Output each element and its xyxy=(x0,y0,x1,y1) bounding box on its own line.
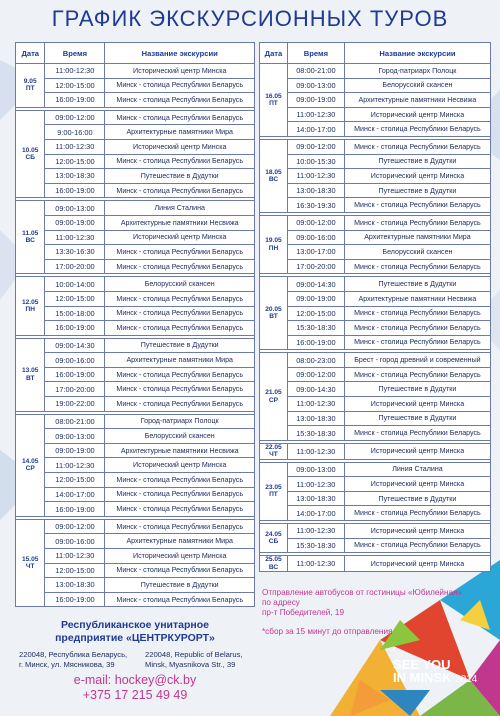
time-cell: 09:00-16:00 xyxy=(45,534,105,549)
date-cell xyxy=(260,139,288,212)
date-cell xyxy=(260,556,288,572)
excursion-name-cell: Минск - столица Республики Беларусь xyxy=(344,215,490,230)
time-cell: 09:00-14:30 xyxy=(287,382,344,397)
excursion-name-cell: Минск - столица Республики Беларусь xyxy=(105,78,255,93)
table-row xyxy=(16,578,255,593)
time-cell: 12:00-15:00 xyxy=(45,154,105,169)
excursion-name-cell: Город-патриарх Полоцк xyxy=(105,414,255,429)
date-value: 23.05 xyxy=(265,483,282,491)
date-value: 10.05 xyxy=(21,146,39,154)
weekday-value: ПН xyxy=(268,244,279,252)
excursion-name-cell: Путешествие в Дудутки xyxy=(344,382,490,397)
excursion-name-cell: Линия Сталина xyxy=(105,201,255,216)
table-row xyxy=(16,473,255,488)
time-cell: 11:00-12:30 xyxy=(45,139,105,154)
excursion-name-cell: Минск - столица Республики Беларусь xyxy=(344,122,490,137)
excursion-name-cell: Минск - столица Республики Беларусь xyxy=(344,259,490,274)
table-row xyxy=(260,183,491,198)
date-cell xyxy=(16,519,45,607)
time-cell: 17:00-20:00 xyxy=(287,259,344,274)
header-date: Дата xyxy=(16,43,45,64)
excursion-name-cell: Минск - столица Республики Беларусь xyxy=(105,367,255,382)
date-value: 21.05 xyxy=(265,389,282,397)
time-cell: 08:00-21:00 xyxy=(45,414,105,429)
table-row xyxy=(260,198,491,213)
date-value: 13.05 xyxy=(21,367,39,375)
table-row xyxy=(260,443,491,459)
brand-line2 xyxy=(393,671,477,686)
excursion-name-cell: Минск - столица Республики Беларусь xyxy=(105,321,255,336)
excursion-name-cell: Исторический центр Минска xyxy=(344,477,490,492)
time-cell: 16:00-19:00 xyxy=(45,183,105,198)
table-row xyxy=(260,538,491,553)
excursion-name-cell: Путешествие в Дудутки xyxy=(105,338,255,353)
weekday-value: ЧТ xyxy=(25,563,35,571)
table-row xyxy=(16,291,255,306)
table-row xyxy=(16,502,255,517)
time-cell: 11:00-12:30 xyxy=(287,107,344,122)
departure-note-line2: по адресу xyxy=(262,598,300,607)
table-row xyxy=(260,277,491,292)
time-cell: 17:00-20:00 xyxy=(45,382,105,397)
date-value: 22.05 xyxy=(265,443,282,451)
table-row xyxy=(16,534,255,549)
table-row xyxy=(260,462,491,477)
excursion-name-cell: Минск - столица Республики Беларусь xyxy=(105,110,255,125)
excursion-name-cell: Исторический центр Минска xyxy=(344,443,490,459)
brand-logo xyxy=(393,658,477,686)
excursion-name-cell: Белорусский скансен xyxy=(105,429,255,444)
brand-line1: SEE YOU xyxy=(393,657,451,672)
table-row xyxy=(260,321,491,336)
table-row xyxy=(260,259,491,274)
date-value: 15.05 xyxy=(21,555,39,563)
time-cell: 11:00-12:30 xyxy=(45,549,105,564)
excursion-name-cell: Архитектурные памятники Несвижа xyxy=(105,215,255,230)
weekday-value: ВС xyxy=(268,563,279,571)
weekday-value: СР xyxy=(268,396,279,404)
time-cell: 09:00-19:00 xyxy=(45,443,105,458)
time-cell: 16:30-19:30 xyxy=(287,198,344,213)
date-cell xyxy=(16,201,45,274)
table-row xyxy=(16,321,255,336)
time-cell: 11:00-12:30 xyxy=(287,397,344,412)
gather-note: *сбор за 15 минут до отправления xyxy=(262,627,393,636)
time-cell: 09:00-16:00 xyxy=(287,230,344,245)
excursion-name-cell: Исторический центр Минска xyxy=(344,169,490,184)
excursion-name-cell: Путешествие в Дудутки xyxy=(344,411,490,426)
email-link[interactable]: e-mail: hockey@ck.by xyxy=(73,673,197,687)
excursion-name-cell: Минск - столица Республики Беларусь xyxy=(344,306,490,321)
time-cell: 15:30-18:30 xyxy=(287,321,344,336)
date-value: 14.05 xyxy=(21,457,39,465)
time-cell: 09:00-19:00 xyxy=(45,215,105,230)
excursion-name-cell: Исторический центр Минска xyxy=(105,139,255,154)
departure-note-line3: пр-т Победителей, 19 xyxy=(262,608,344,617)
time-cell: 09:00-13:00 xyxy=(287,462,344,477)
time-cell: 09:00-16:00 xyxy=(45,353,105,368)
time-cell: 09:00-12:00 xyxy=(45,519,105,534)
table-row xyxy=(260,245,491,260)
excursion-name-cell: Архитектурные памятники Мира xyxy=(344,230,490,245)
excursion-name-cell: Минск - столица Республики Беларусь xyxy=(105,397,255,412)
time-cell: 13:00-18:30 xyxy=(287,411,344,426)
excursion-name-cell: Минск - столица Республики Беларусь xyxy=(105,291,255,306)
address-en-line1: 220048, Republic of Belarus, xyxy=(145,650,243,659)
time-cell: 11:00-12:30 xyxy=(45,458,105,473)
time-cell: 09:00-12:00 xyxy=(287,367,344,382)
excursion-name-cell: Минск - столица Республики Беларусь xyxy=(344,335,490,350)
address-ru-line1: 220048, Республика Беларусь, xyxy=(19,650,128,659)
excursion-name-cell: Путешествие в Дудутки xyxy=(105,578,255,593)
excursion-name-cell: Архитектурные памятники Несвижа xyxy=(105,443,255,458)
time-cell: 11:00-12:30 xyxy=(287,477,344,492)
weekday-value: СР xyxy=(25,465,35,473)
table-row xyxy=(16,367,255,382)
excursion-name-cell: Исторический центр Минска xyxy=(344,556,490,572)
table-row xyxy=(260,291,491,306)
table-row xyxy=(16,230,255,245)
table-row xyxy=(16,549,255,564)
time-cell: 15:00-18:00 xyxy=(45,306,105,321)
address-en-line2: Minsk, Myasnikova Str., 39 xyxy=(145,660,236,669)
table-row xyxy=(16,201,255,216)
table-row xyxy=(16,592,255,607)
excursion-name-cell: Минск - столица Республики Беларусь xyxy=(105,259,255,274)
date-cell xyxy=(260,443,288,459)
table-row xyxy=(260,230,491,245)
date-cell xyxy=(260,524,288,553)
excursion-name-cell: Минск - столица Республики Беларусь xyxy=(105,245,255,260)
excursion-name-cell: Архитектурные памятники Мира xyxy=(105,353,255,368)
excursion-name-cell: Минск - столица Республики Беларусь xyxy=(105,519,255,534)
table-row xyxy=(260,556,491,572)
time-cell: 10:00-15:30 xyxy=(287,154,344,169)
time-cell: 16:00-19:00 xyxy=(45,321,105,336)
excursion-name-cell: Белорусский скансен xyxy=(105,277,255,292)
table-row xyxy=(16,169,255,184)
weekday-value: ВС xyxy=(268,175,279,183)
header-time: Время xyxy=(45,43,105,64)
table-row xyxy=(260,353,491,368)
table-row xyxy=(16,443,255,458)
table-row xyxy=(16,519,255,534)
time-cell: 09:00-12:00 xyxy=(287,215,344,230)
table-row xyxy=(260,397,491,412)
time-cell: 09:00-14:30 xyxy=(45,338,105,353)
time-cell: 08:00-21:00 xyxy=(287,64,344,79)
table-row xyxy=(260,93,491,108)
excursion-name-cell: Минск - столица Республики Беларусь xyxy=(105,563,255,578)
time-cell: 09:00-13:00 xyxy=(287,78,344,93)
excursion-name-cell: Исторический центр Минска xyxy=(105,64,255,79)
excursion-name-cell: Исторический центр Минска xyxy=(105,549,255,564)
date-cell xyxy=(16,110,45,198)
table-row xyxy=(16,215,255,230)
table-row xyxy=(260,382,491,397)
time-cell: 11:00-12:30 xyxy=(45,64,105,79)
table-row xyxy=(260,78,491,93)
excursion-name-cell: Минск - столица Республики Беларусь xyxy=(344,321,490,336)
excursion-name-cell: Минск - столица Республики Беларусь xyxy=(105,154,255,169)
date-value: 12.05 xyxy=(21,298,39,306)
table-row xyxy=(260,139,491,154)
weekday-value: СБ xyxy=(268,538,279,546)
table-row xyxy=(16,414,255,429)
page-title: ГРАФИК ЭКСКУРСИОННЫХ ТУРОВ xyxy=(51,6,449,31)
table-row xyxy=(16,139,255,154)
table-row xyxy=(16,154,255,169)
time-cell: 09:00-12:00 xyxy=(287,139,344,154)
weekday-value: ПТ xyxy=(269,491,278,499)
table-row xyxy=(260,64,491,79)
time-cell: 16:00-19:00 xyxy=(45,93,105,108)
excursion-name-cell: Путешествие в Дудутки xyxy=(344,491,490,506)
excursion-name-cell: Минск - столица Республики Беларусь xyxy=(344,506,490,521)
weekday-value: ВС xyxy=(25,237,35,245)
time-cell: 13:00-18:30 xyxy=(287,491,344,506)
table-row xyxy=(16,110,255,125)
address-ru xyxy=(19,650,127,670)
schedule-table-left xyxy=(15,42,255,607)
date-cell xyxy=(260,462,288,520)
time-cell: 08:00-23:00 xyxy=(287,353,344,368)
table-row xyxy=(260,367,491,382)
date-value: 16.05 xyxy=(265,92,282,100)
table-row xyxy=(260,154,491,169)
excursion-name-cell: Путешествие в Дудутки xyxy=(344,183,490,198)
org-line2: предприятие «ЦЕНТРКУРОРТ» xyxy=(55,632,215,644)
departure-note xyxy=(262,588,494,618)
time-cell: 12:00-15:00 xyxy=(45,78,105,93)
time-cell: 9:00-16:00 xyxy=(45,125,105,140)
excursion-name-cell: Белорусский скансен xyxy=(344,78,490,93)
table-row xyxy=(16,93,255,108)
excursion-name-cell: Белорусский скансен xyxy=(344,245,490,260)
table-row xyxy=(260,426,491,441)
time-cell: 13:00-17:00 xyxy=(287,245,344,260)
excursion-name-cell: Минск - столица Республики Беларусь xyxy=(105,502,255,517)
date-cell xyxy=(260,277,288,350)
excursion-name-cell: Архитектурные памятники Несвижа xyxy=(344,93,490,108)
time-cell: 09:00-12:00 xyxy=(45,110,105,125)
time-cell: 09:00-13:00 xyxy=(45,429,105,444)
time-cell: 13:00-18:30 xyxy=(287,183,344,198)
date-cell xyxy=(16,414,45,516)
date-cell xyxy=(16,338,45,411)
contact-block xyxy=(15,673,255,703)
time-cell: 13:30-16:30 xyxy=(45,245,105,260)
excursion-name-cell: Путешествие в Дудутки xyxy=(105,169,255,184)
date-value: 18.05 xyxy=(265,168,282,176)
table-row xyxy=(260,524,491,539)
brand-year: 2014 xyxy=(455,674,478,685)
table-row xyxy=(16,277,255,292)
table-row xyxy=(260,122,491,137)
time-cell: 14:00-17:00 xyxy=(287,122,344,137)
time-cell: 09:00-13:00 xyxy=(45,201,105,216)
excursion-name-cell: Минск - столица Республики Беларусь xyxy=(105,592,255,607)
date-value: 20.05 xyxy=(265,305,282,313)
table-row xyxy=(16,259,255,274)
date-cell xyxy=(260,353,288,441)
time-cell: 10:00-14:00 xyxy=(45,277,105,292)
time-cell: 09:00-19:00 xyxy=(287,291,344,306)
schedule-table-right xyxy=(259,42,491,572)
excursion-name-cell: Исторический центр Минска xyxy=(344,397,490,412)
excursion-name-cell: Исторический центр Минска xyxy=(344,107,490,122)
table-row xyxy=(16,487,255,502)
date-cell xyxy=(16,64,45,108)
header-date: Дата xyxy=(260,43,288,64)
time-cell: 09:00-19:00 xyxy=(287,93,344,108)
time-cell: 16:00-19:00 xyxy=(45,367,105,382)
table-row xyxy=(260,169,491,184)
excursion-name-cell: Минск - столица Республики Беларусь xyxy=(105,306,255,321)
date-value: 19.05 xyxy=(265,237,282,245)
time-cell: 12:00-15:00 xyxy=(287,306,344,321)
excursion-name-cell: Исторический центр Минска xyxy=(105,230,255,245)
date-cell xyxy=(260,64,288,137)
table-row xyxy=(260,107,491,122)
excursion-name-cell: Архитектурные памятники Несвижа xyxy=(344,291,490,306)
header-name: Название экскурсии xyxy=(105,43,255,64)
brand-line2-text: IN MINSK xyxy=(393,670,452,685)
excursion-name-cell: Исторический центр Минска xyxy=(105,458,255,473)
excursion-name-cell: Архитектурные памятники Мира xyxy=(105,125,255,140)
table-row xyxy=(260,335,491,350)
time-cell: 12:00-15:00 xyxy=(45,473,105,488)
weekday-value: ПТ xyxy=(25,85,35,93)
address-en xyxy=(145,650,243,670)
excursion-name-cell: Минск - столица Республики Беларусь xyxy=(344,538,490,553)
table-row xyxy=(16,338,255,353)
time-cell: 11:00-12:30 xyxy=(45,230,105,245)
table-row xyxy=(260,215,491,230)
table-row xyxy=(16,458,255,473)
table-row xyxy=(16,353,255,368)
time-cell: 16:00-19:00 xyxy=(287,335,344,350)
excursion-name-cell: Брест - город древний и современный xyxy=(344,353,490,368)
address-ru-line2: г. Минск, ул. Мясникова, 39 xyxy=(19,660,115,669)
header-name: Название экскурсии xyxy=(344,43,490,64)
time-cell: 17:00-20:00 xyxy=(45,259,105,274)
date-cell xyxy=(16,277,45,335)
excursion-name-cell: Минск - столица Республики Беларусь xyxy=(105,382,255,397)
table-row xyxy=(16,306,255,321)
table-row xyxy=(16,397,255,412)
time-cell: 15:30-18:30 xyxy=(287,538,344,553)
excursion-name-cell: Минск - столица Республики Беларусь xyxy=(344,426,490,441)
table-row xyxy=(260,411,491,426)
excursion-name-cell: Минск - столица Республики Беларусь xyxy=(344,367,490,382)
organization-name xyxy=(15,619,255,645)
excursion-name-cell: Архитектурные памятники Мира xyxy=(105,534,255,549)
table-row xyxy=(16,125,255,140)
time-cell: 19:00-22:00 xyxy=(45,397,105,412)
date-value: 11.05 xyxy=(22,229,39,237)
phone-number[interactable]: +375 17 215 49 49 xyxy=(82,688,188,702)
time-cell: 11:00-12:30 xyxy=(287,524,344,539)
time-cell: 12:00-15:00 xyxy=(45,291,105,306)
table-row xyxy=(16,245,255,260)
time-cell: 13:00-18:30 xyxy=(45,578,105,593)
time-cell: 11:00-12:30 xyxy=(287,169,344,184)
weekday-value: ВТ xyxy=(25,374,35,382)
table-row xyxy=(260,477,491,492)
time-cell: 09:00-14:30 xyxy=(287,277,344,292)
time-cell: 13:00-18:30 xyxy=(45,169,105,184)
date-value: 25.05 xyxy=(265,556,282,564)
table-row xyxy=(16,429,255,444)
date-value: 9.05 xyxy=(23,77,37,85)
time-cell: 15:30-18:30 xyxy=(287,426,344,441)
excursion-name-cell: Минск - столица Республики Беларусь xyxy=(105,473,255,488)
table-row xyxy=(16,78,255,93)
weekday-value: ЧТ xyxy=(269,451,278,459)
table-row xyxy=(260,491,491,506)
table-row xyxy=(16,183,255,198)
header-time: Время xyxy=(287,43,344,64)
time-cell: 11:00-12:30 xyxy=(287,443,344,459)
time-cell: 14:00-17:00 xyxy=(287,506,344,521)
excursion-name-cell: Исторический центр Минска xyxy=(344,524,490,539)
table-row xyxy=(16,64,255,79)
excursion-name-cell: Минск - столица Республики Беларусь xyxy=(105,93,255,108)
org-line1: Республиканское унитарное xyxy=(60,619,209,631)
time-cell: 14:00-17:00 xyxy=(45,487,105,502)
excursion-name-cell: Минск - столица Республики Беларусь xyxy=(105,487,255,502)
table-row xyxy=(16,382,255,397)
date-value: 24.05 xyxy=(265,530,282,538)
weekday-value: СБ xyxy=(25,154,35,162)
excursion-name-cell: Минск - столица Республики Беларусь xyxy=(344,198,490,213)
weekday-value: ПН xyxy=(25,306,35,313)
table-row xyxy=(260,506,491,521)
excursion-name-cell: Минск - столица Республики Беларусь xyxy=(105,183,255,198)
time-cell: 12:00-15:00 xyxy=(45,563,105,578)
excursion-name-cell: Город-патриарх Полоцк xyxy=(344,64,490,79)
departure-note-line1: Отправление автобусов от гостиницы «Юбилейная» xyxy=(262,588,463,597)
excursion-name-cell: Линия Сталина xyxy=(344,462,490,477)
weekday-value: ВТ xyxy=(269,313,278,321)
time-cell: 11:00-12:30 xyxy=(287,556,344,572)
weekday-value: ПТ xyxy=(269,99,278,107)
table-row xyxy=(16,563,255,578)
excursion-name-cell: Путешествие в Дудутки xyxy=(344,154,490,169)
excursion-name-cell: Путешествие в Дудутки xyxy=(344,277,490,292)
time-cell: 16:00-19:00 xyxy=(45,592,105,607)
date-cell xyxy=(260,215,288,273)
table-row xyxy=(260,306,491,321)
time-cell: 16:00-19:00 xyxy=(45,502,105,517)
excursion-name-cell: Минск - столица Республики Беларусь xyxy=(344,139,490,154)
